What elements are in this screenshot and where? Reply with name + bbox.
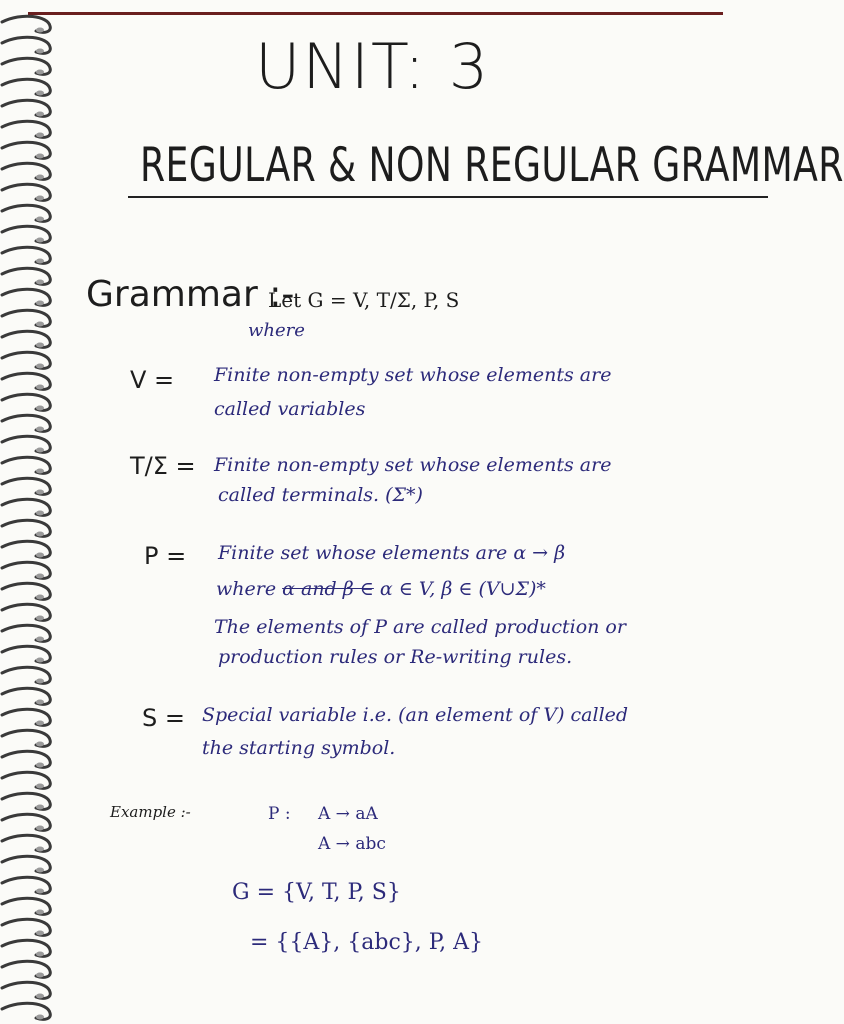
- example-label: Example :-: [110, 803, 191, 821]
- s-definition-line2: the starting symbol.: [202, 737, 396, 759]
- grammar-heading: Grammar :-: [86, 274, 295, 315]
- p-definition-line3: The elements of P are called production or: [214, 616, 626, 638]
- binding-hole: [36, 175, 44, 180]
- binding-hole: [36, 259, 44, 264]
- binding-hole: [36, 448, 44, 453]
- binding-hole: [36, 700, 44, 705]
- s-definition-line1: Special variable i.e. (an element of V) called: [202, 704, 629, 726]
- binding-hole: [36, 679, 44, 684]
- chapter-title: REGULAR & NON REGULAR GRAMMAR: [140, 138, 844, 193]
- binding-hole: [36, 931, 44, 936]
- p-symbol: P =: [144, 542, 187, 570]
- membership-condition: α ∈ V, β ∈ (V∪Σ)*: [379, 578, 546, 600]
- binding-hole: [36, 196, 44, 201]
- binding-hole: [36, 112, 44, 117]
- grammar-tuple: G = {V, T, P, S}: [232, 880, 401, 905]
- binding-hole: [36, 511, 44, 516]
- t-symbol: T/Σ =: [130, 452, 196, 480]
- production-rule-2: A → abc: [318, 834, 386, 854]
- binding-hole: [36, 238, 44, 243]
- p-definition-line2: [216, 578, 546, 600]
- v-symbol: V =: [130, 366, 175, 394]
- binding-hole: [36, 532, 44, 537]
- binding-hole: [36, 889, 44, 894]
- s-symbol: S =: [142, 704, 185, 732]
- binding-hole: [36, 364, 44, 369]
- unit-title: UNIT: 3: [255, 30, 491, 103]
- binding-hole: [36, 847, 44, 852]
- binding-hole: [36, 1015, 44, 1020]
- spiral-binding: [0, 0, 62, 1024]
- t-definition-line1: Finite non-empty set whose elements are: [214, 454, 612, 476]
- productions-label: P :: [268, 804, 291, 824]
- v-definition-line2: called variables: [214, 398, 366, 420]
- page-top-border: [28, 12, 723, 15]
- binding-hole: [36, 91, 44, 96]
- binding-hole: [36, 616, 44, 621]
- binding-hole: [36, 574, 44, 579]
- binding-hole: [36, 70, 44, 75]
- where-prefix: where: [216, 578, 277, 600]
- binding-hole: [36, 595, 44, 600]
- binding-hole: [36, 994, 44, 999]
- binding-hole: [36, 952, 44, 957]
- p-definition-line4: production rules or Re-writing rules.: [218, 646, 573, 668]
- title-underline: [128, 196, 768, 198]
- struck-out-text: α and β ∈: [282, 578, 374, 600]
- t-definition-line2: called terminals. (Σ*): [218, 484, 423, 506]
- binding-hole: [36, 910, 44, 915]
- v-definition-line1: Finite non-empty set whose elements are: [214, 364, 612, 386]
- binding-hole: [36, 280, 44, 285]
- binding-hole: [36, 742, 44, 747]
- binding-hole: [36, 217, 44, 222]
- binding-hole: [36, 826, 44, 831]
- binding-hole: [36, 343, 44, 348]
- binding-hole: [36, 553, 44, 558]
- binding-hole: [36, 427, 44, 432]
- grammar-values: = {{A}, {abc}, P, A}: [250, 930, 484, 955]
- binding-hole: [36, 385, 44, 390]
- binding-hole: [36, 28, 44, 33]
- binding-hole: [36, 658, 44, 663]
- binding-hole: [36, 49, 44, 54]
- binding-hole: [36, 805, 44, 810]
- grammar-definition: Let G = V, T/Σ, P, S: [268, 288, 460, 312]
- binding-hole: [36, 637, 44, 642]
- p-definition-line1: Finite set whose elements are α → β: [218, 542, 566, 564]
- binding-hole: [36, 973, 44, 978]
- binding-hole: [36, 301, 44, 306]
- binding-hole: [36, 154, 44, 159]
- binding-hole: [36, 406, 44, 411]
- binding-hole: [36, 721, 44, 726]
- where-text: where: [248, 320, 305, 341]
- binding-hole: [36, 784, 44, 789]
- binding-hole: [36, 490, 44, 495]
- binding-hole: [36, 133, 44, 138]
- production-rule-1: A → aA: [318, 804, 378, 824]
- binding-hole: [36, 469, 44, 474]
- binding-hole: [36, 322, 44, 327]
- binding-hole: [36, 868, 44, 873]
- binding-hole: [36, 763, 44, 768]
